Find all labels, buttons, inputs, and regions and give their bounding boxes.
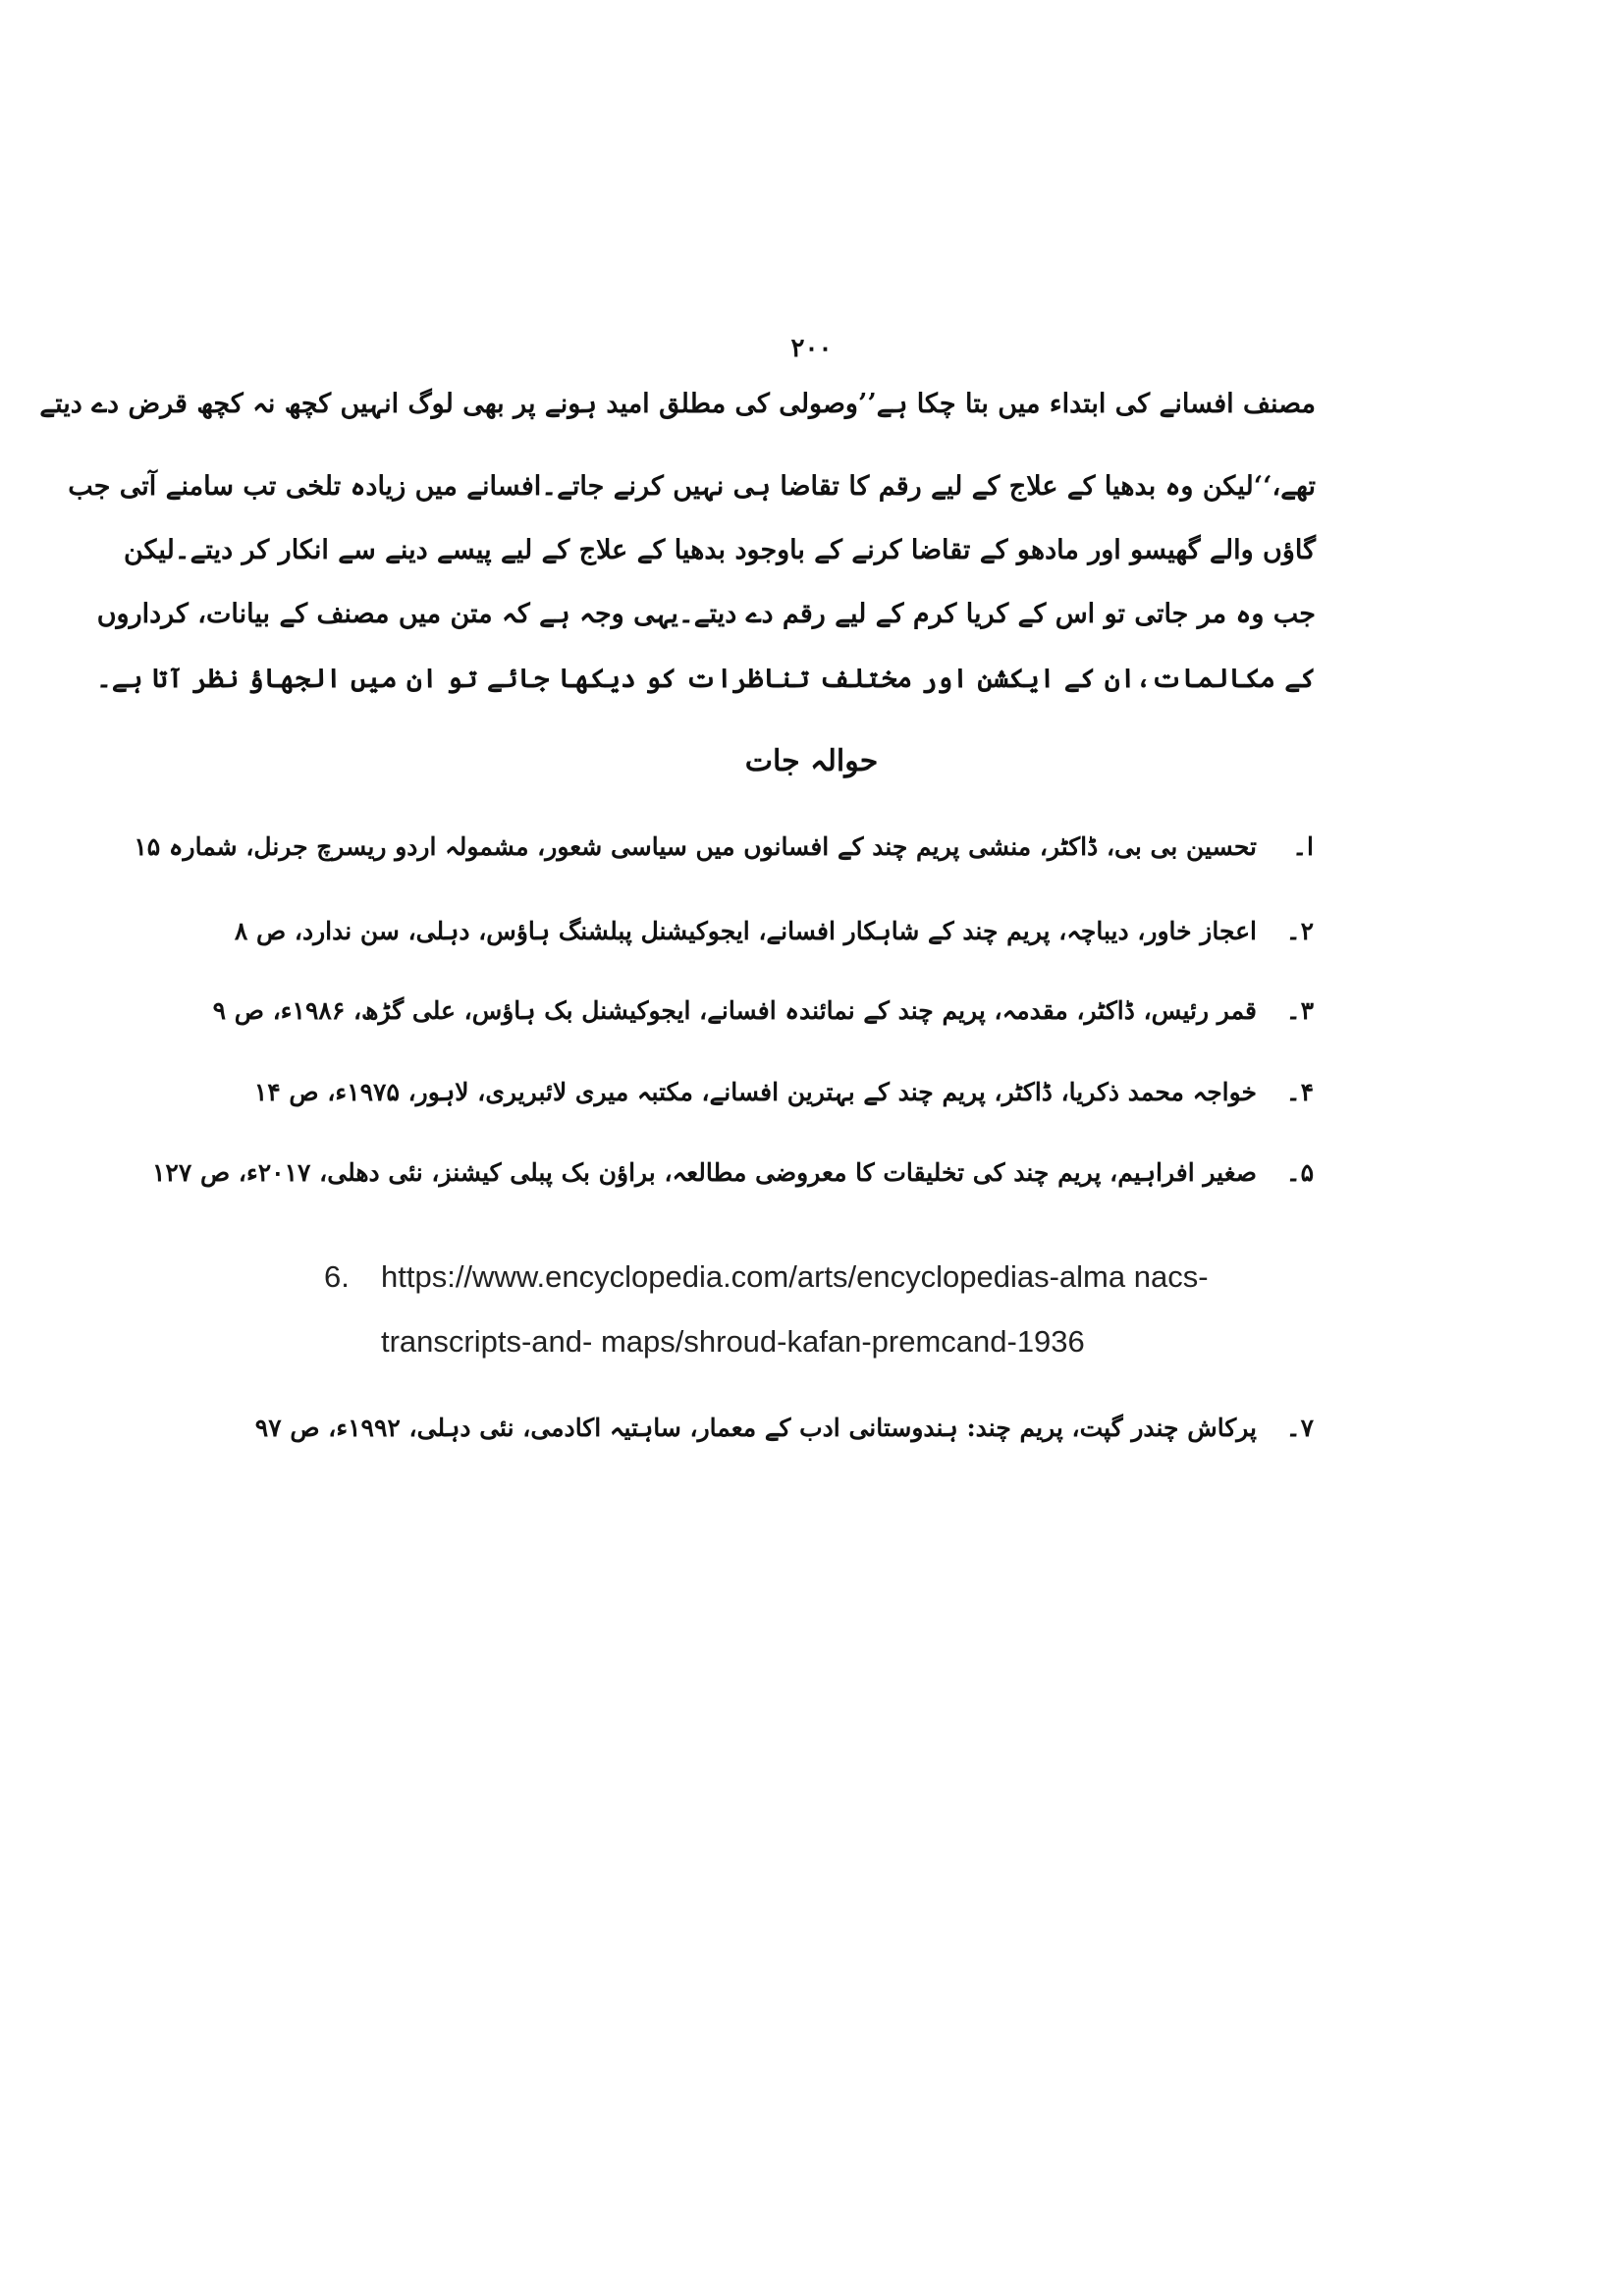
reference-item	[254, 1078, 1314, 1106]
page-number: ۲۰۰	[790, 334, 833, 363]
reference-url-line: transcripts-and- maps/shroud-kafan-premcand-1936	[381, 1324, 1085, 1359]
body-line: گاؤں والے گھیسو اور مادھو کے تقاضا کرنے کے باوجود بدھیا کے علاج کے لیے پیسے دینے سے انکار کر دیتے۔لیکن	[123, 535, 1316, 565]
reference-text: پرکاش چندر گپت، پریم چند: ہندوستانی ادب کے معمار، ساہتیہ اکادمی، نئی دہلی، ۱۹۹۲ء، ص ۹۷	[254, 1414, 1257, 1442]
reference-number: 6.	[324, 1259, 350, 1294]
reference-number: ۲۔	[1285, 917, 1314, 945]
reference-number: ا۔	[1292, 832, 1314, 861]
reference-text: خواجہ محمد ذکریا، ڈاکٹر، پریم چند کے بہترین افسانے، مکتبہ میری لائبریری، لاہور، ۱۹۷۵ء، ص ۱۴	[253, 1078, 1257, 1106]
reference-number: ۳۔	[1285, 996, 1314, 1025]
reference-item	[235, 917, 1314, 945]
reference-item	[213, 996, 1314, 1025]
body-line: مصنف افسانے کی ابتداء میں بتا چکا ہے’’وصولی کی مطلق امید ہونے پر بھی لوگ انہیں کچھ نہ کچھ قرض دے دیتے	[39, 389, 1316, 419]
reference-item	[134, 832, 1314, 861]
body-line: تھے،‘‘لیکن وہ بدھیا کے علاج کے لیے رقم کا تقاضا ہی نہیں کرنے جاتے۔افسانے میں زیادہ تلخی تب سامنے آتی جب	[68, 471, 1316, 502]
reference-item	[152, 1158, 1314, 1187]
reference-number: ۷۔	[1285, 1414, 1314, 1442]
reference-item	[255, 1414, 1314, 1442]
reference-url-line: https://www.encyclopedia.com/arts/encyclopedias-alma nacs-	[381, 1259, 1209, 1294]
references-heading: حوالہ جات	[744, 744, 879, 778]
reference-number: ۵۔	[1285, 1158, 1314, 1187]
reference-text: تحسین بی بی، ڈاکٹر، منشی پریم چند کے افسانوں میں سیاسی شعور، مشمولہ اردو ریسرچ جرنل، شمارہ ۱۵	[134, 832, 1257, 861]
reference-url-item	[324, 1245, 1306, 1374]
body-line: جب وہ مر جاتی تو اس کے کریا کرم کے لیے رقم دے دیتے۔یہی وجہ ہے کہ متن میں مصنف کے بیانات، کرداروں	[96, 599, 1316, 629]
body-line: کے مکالمات،ان کے ایکشن اور مختلف تناظرات کو دیکھا جائے تو ان میں الجھاؤ نظر آتا ہے۔	[96, 664, 1316, 694]
reference-text: قمر رئیس، ڈاکٹر، مقدمہ، پریم چند کے نمائندہ افسانے، ایجوکیشنل بک ہاؤس، علی گڑھ، ۱۹۸۶ء، ص ۹	[212, 996, 1257, 1025]
reference-text: صغیر افراہیم، پریم چند کی تخلیقات کا معروضی مطالعہ، براؤن بک پبلی کیشنز، نئی دھلی، ۲۰۱۷ء، ص ۱۲۷	[151, 1158, 1257, 1187]
reference-number: ۴۔	[1285, 1078, 1314, 1106]
reference-text: اعجاز خاور، دیباچہ، پریم چند کے شاہکار افسانے، ایجوکیشنل پبلشنگ ہاؤس، دہلی، سن ندارد، ص ۸	[234, 917, 1257, 945]
